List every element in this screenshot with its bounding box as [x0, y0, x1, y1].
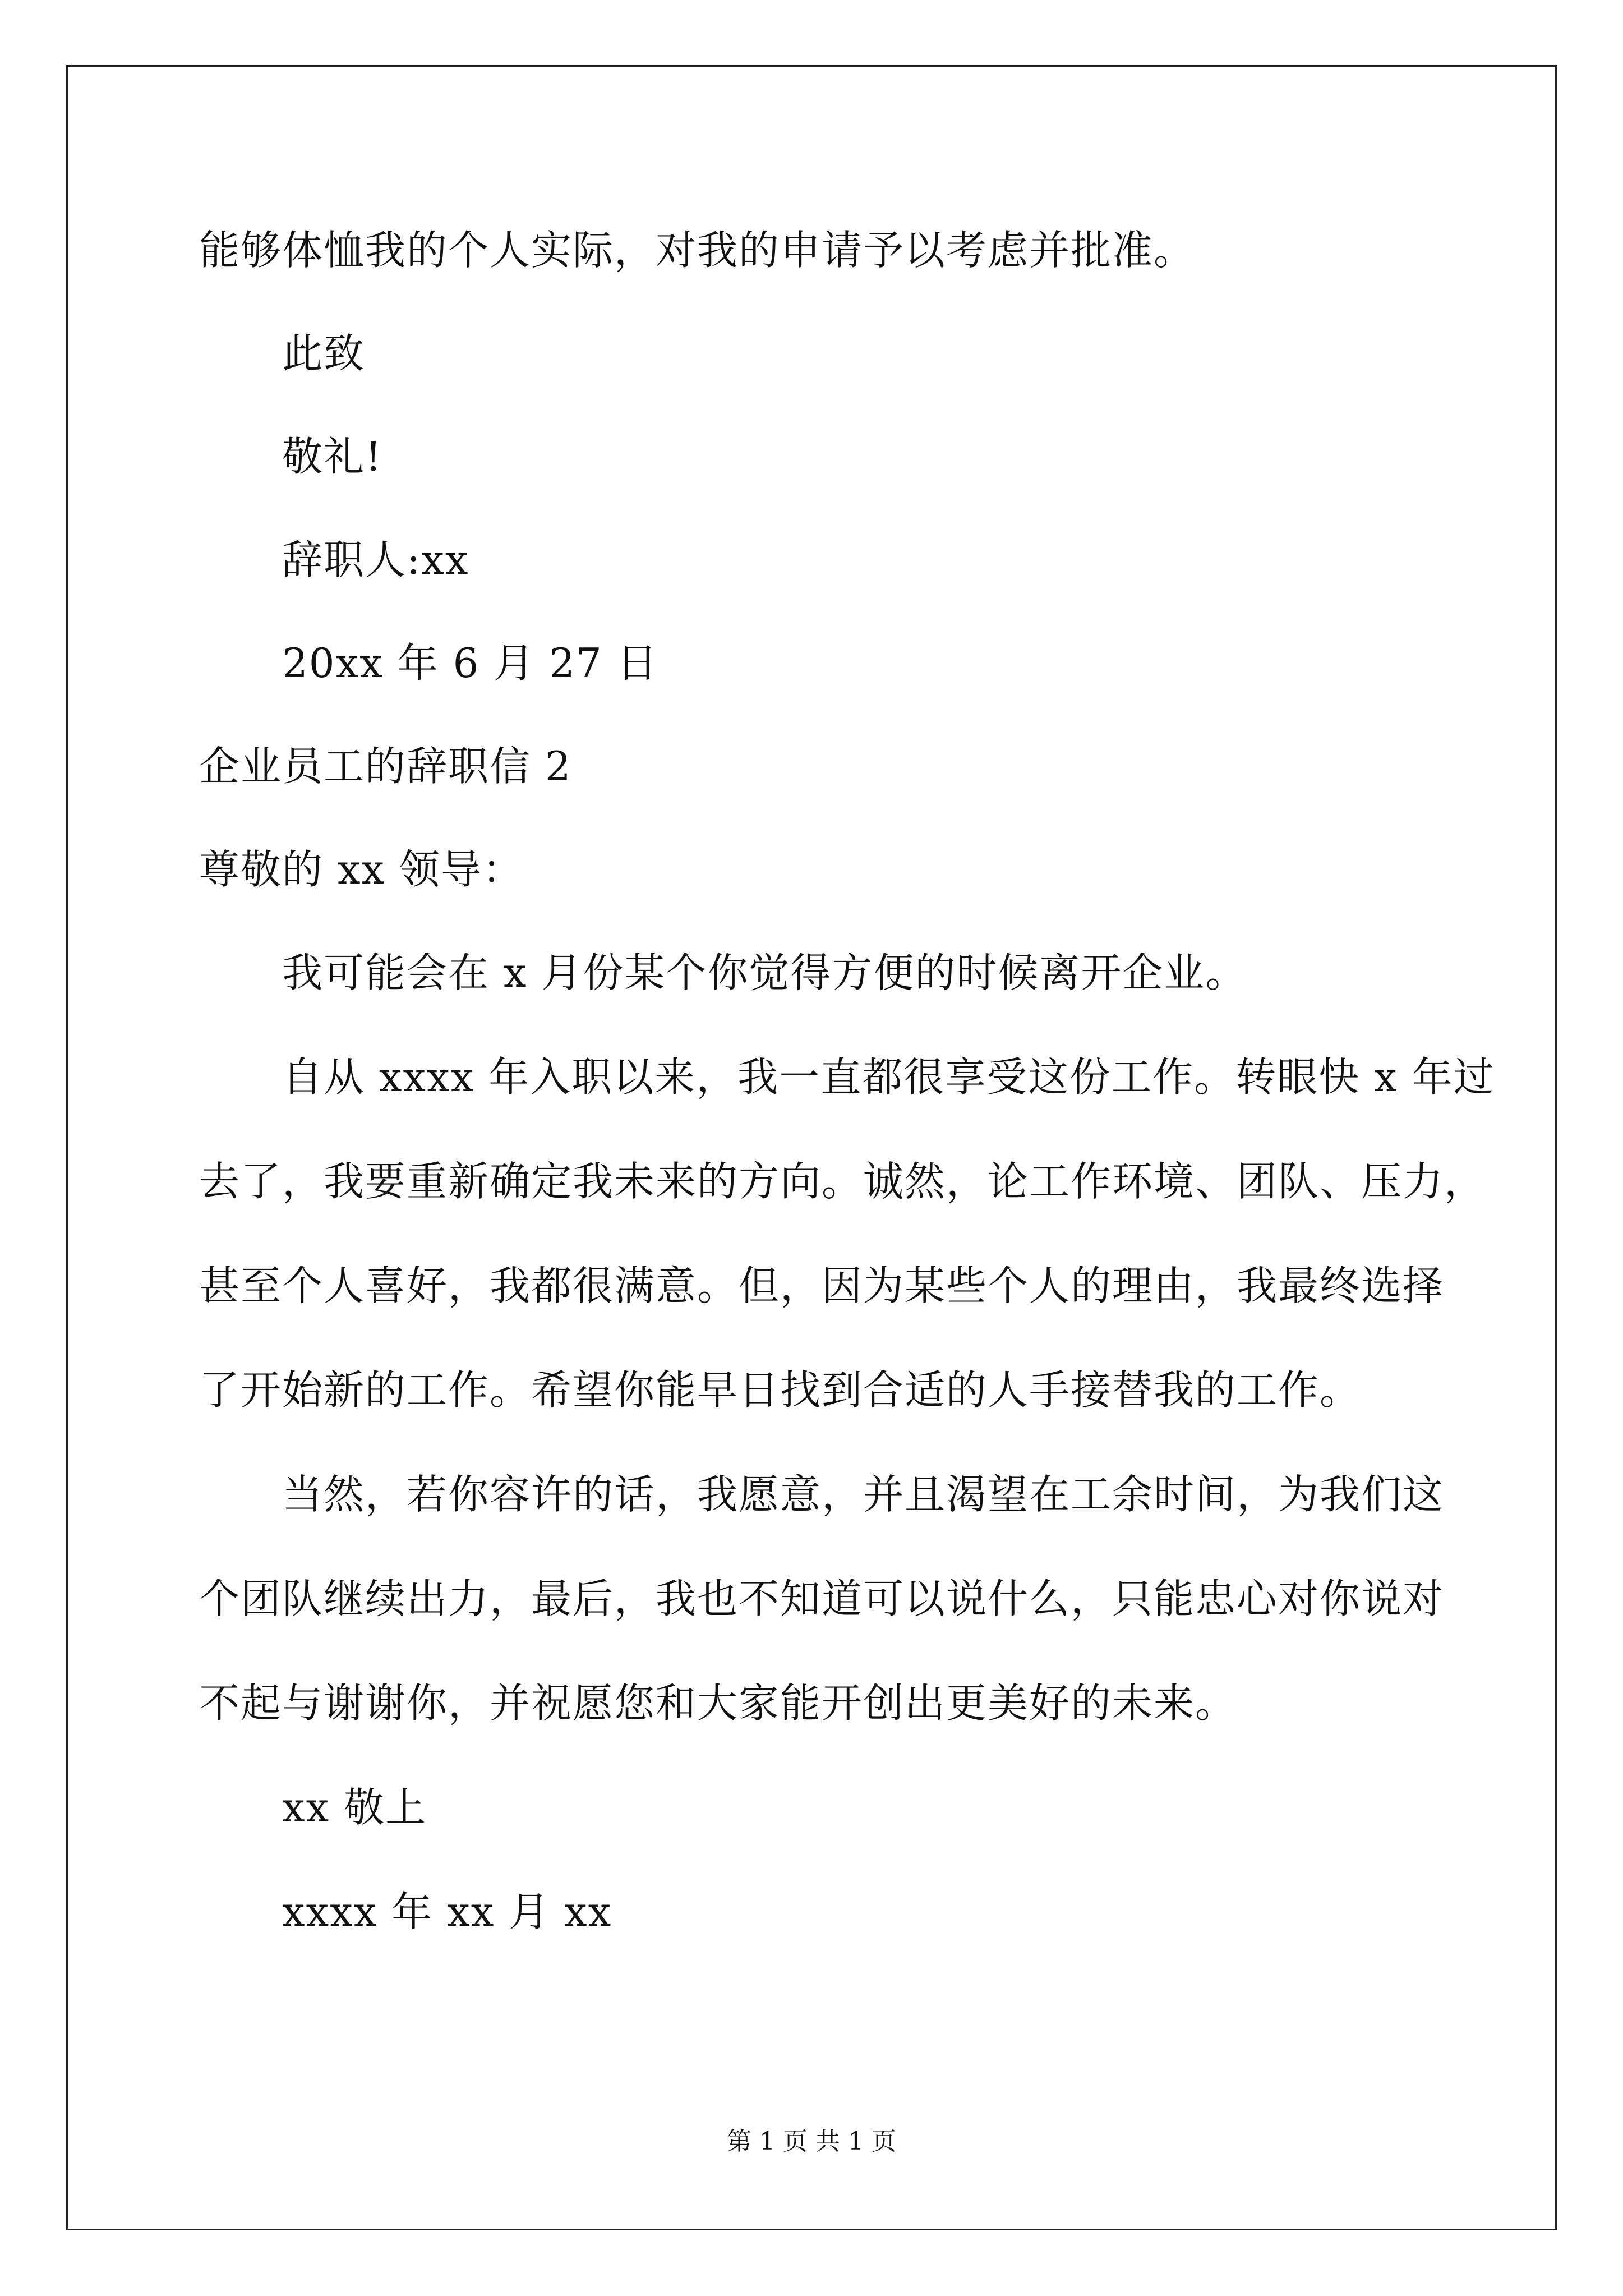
- letter-title: 企业员工的辞职信 2: [199, 743, 572, 790]
- greeting: 尊敬的 xx 领导：: [199, 846, 524, 893]
- paragraph-2-line-3: 甚至个人喜好，我都很满意。但，因为某些个人的理由，我最终选择: [199, 1262, 1445, 1309]
- paragraph-1: 我可能会在 x 月份某个你觉得方便的时候离开企业。: [282, 949, 1247, 996]
- signature-date: 20xx 年 6 月 27 日: [282, 639, 658, 687]
- signoff: xx 敬上: [282, 1784, 427, 1831]
- signature-resigner: 辞职人:xx: [282, 536, 469, 583]
- paragraph-2-line-4: 了开始新的工作。希望你能早日找到合适的人手接替我的工作。: [199, 1366, 1362, 1414]
- body-line-approval: 能够体恤我的个人实际，对我的申请予以考虑并批准。: [199, 227, 1196, 274]
- paragraph-3-line-1: 当然，若你容许的话，我愿意，并且渴望在工余时间，为我们这: [282, 1471, 1445, 1518]
- paragraph-3-line-2: 个团队继续出力，最后，我也不知道可以说什么，只能忠心对你说对: [199, 1575, 1445, 1622]
- page-number-footer: 第 1 页 共 1 页: [727, 2127, 896, 2156]
- paragraph-2-line-2: 去了，我要重新确定我未来的方向。诚然，论工作环境、团队、压力，: [199, 1158, 1486, 1205]
- closing-salutation: 此致: [282, 330, 366, 377]
- closing-regards: 敬礼!: [282, 433, 382, 480]
- signoff-date: xxxx 年 xx 月 xx: [282, 1888, 612, 1935]
- paragraph-2-line-1: 自从 xxxx 年入职以来，我一直都很享受这份工作。转眼快 x 年过: [282, 1053, 1495, 1101]
- paragraph-3-line-3: 不起与谢谢你，并祝愿您和大家能开创出更美好的未来。: [199, 1680, 1237, 1727]
